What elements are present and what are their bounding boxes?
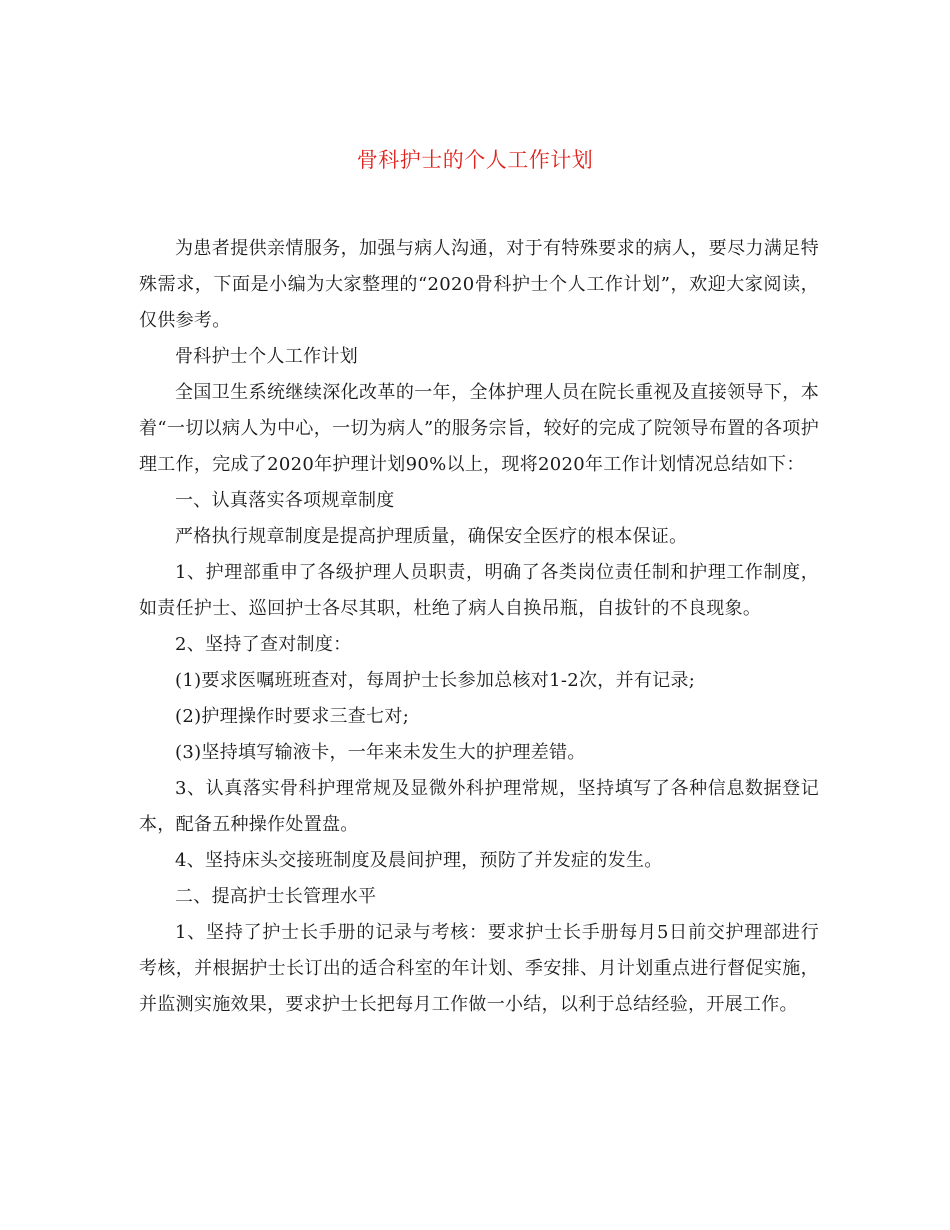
rules-paragraph: 严格执行规章制度是提高护理质量，确保安全医疗的根本保证。 <box>175 526 688 547</box>
document-title: 骨科护士的个人工作计划 <box>356 148 594 172</box>
section-heading-management: 二、提高护士长管理水平 <box>175 886 377 907</box>
section-heading-rules: 一、认真落实各项规章制度 <box>175 490 395 511</box>
document-body <box>139 231 819 1023</box>
list-item-handbook: 1、坚持了护士长手册的记录与考核：要求护士长手册每月5日前交护理部进行考核，并根据护士长订出的适合科室的年计划、季安排、月计划重点进行督促实施，并监测实施效果，要求护士长把每月工作做一小结，以利于总结经验，开展工作。 <box>139 922 819 1015</box>
list-item-duties: 1、护理部重申了各级护理人员职责，明确了各类岗位责任制和护理工作制度，如责任护士、巡回护士各尽其职，杜绝了病人自换吊瓶，自拔针的不良现象。 <box>139 562 819 619</box>
sub-item-operations: (2)护理操作时要求三查七对; <box>175 706 410 727</box>
intro-paragraph: 为患者提供亲情服务，加强与病人沟通，对于有特殊要求的病人，要尽力满足特殊需求，下面是小编为大家整理的“2020骨科护士个人工作计划”，欢迎大家阅读，仅供参考。 <box>139 238 819 331</box>
list-item-handover: 4、坚持床头交接班制度及晨间护理，预防了并发症的发生。 <box>175 850 663 871</box>
sub-item-infusion: (3)坚持填写输液卡，一年来未发生大的护理差错。 <box>175 742 586 763</box>
summary-paragraph: 全国卫生系统继续深化改革的一年，全体护理人员在院长重视及直接领导下，本着“一切以病人为中心，一切为病人”的服务宗旨，较好的完成了院领导布置的各项护理工作，完成了2020年护理计划90%以上，现将2020年工作计划情况总结如下： <box>139 382 819 475</box>
list-item-routine: 3、认真落实骨科护理常规及显微外科护理常规，坚持填写了各种信息数据登记本，配备五种操作处置盘。 <box>139 778 819 835</box>
sub-item-orders: (1)要求医嘱班班查对，每周护士长参加总核对1-2次，并有记录; <box>175 670 696 691</box>
list-item-checking: 2、坚持了查对制度： <box>175 634 352 655</box>
section-heading-plan: 骨科护士个人工作计划 <box>175 346 358 367</box>
